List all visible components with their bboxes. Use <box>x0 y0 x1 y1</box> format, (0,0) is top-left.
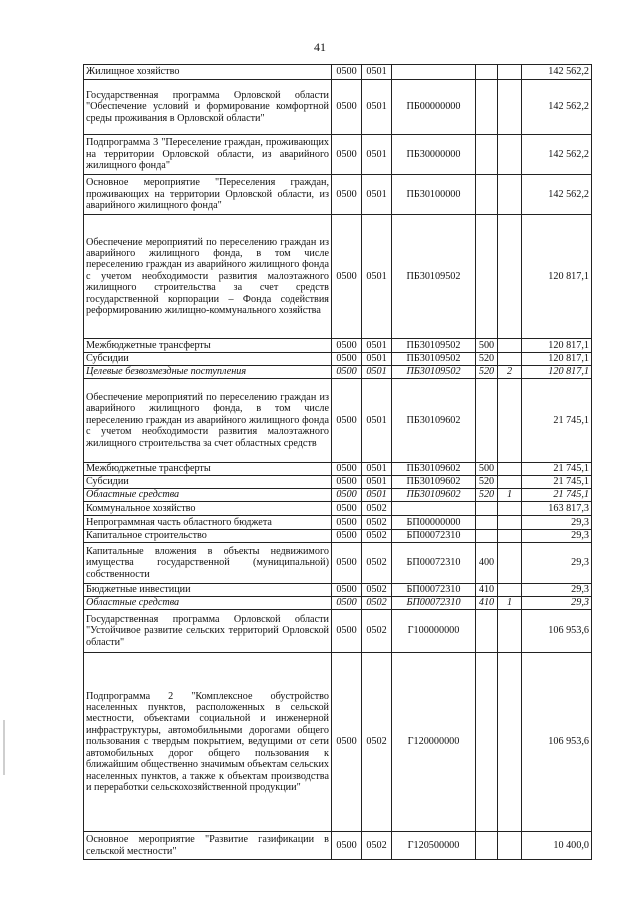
source-cell: 1 <box>498 597 522 610</box>
section-code-cell: 0500 <box>332 339 362 353</box>
table-row <box>84 80 592 135</box>
amount-cell: 10 400,0 <box>522 832 592 860</box>
table-row <box>84 543 592 584</box>
expense-type-cell: 410 <box>476 597 498 610</box>
target-article-cell: БП00072310 <box>392 543 476 584</box>
expense-type-cell: 400 <box>476 543 498 584</box>
source-cell <box>498 653 522 832</box>
amount-cell: 106 953,6 <box>522 653 592 832</box>
table-row <box>84 339 592 353</box>
target-article-cell: ПБ30109602 <box>392 489 476 502</box>
table-row <box>84 597 592 610</box>
target-article-cell: ПБ30109602 <box>392 463 476 476</box>
expense-type-cell: 520 <box>476 476 498 489</box>
source-cell <box>498 543 522 584</box>
table-row <box>84 65 592 80</box>
subsection-code-cell: 0501 <box>362 463 392 476</box>
row-name-cell: Областные средства <box>84 597 332 610</box>
expense-type-cell <box>476 832 498 860</box>
table-row <box>84 215 592 339</box>
target-article-cell: ПБ30109602 <box>392 476 476 489</box>
target-article-cell <box>392 502 476 516</box>
amount-cell: 120 817,1 <box>522 366 592 379</box>
row-name-cell: Государственная программа Орловской области "Обеспечение условий и формирование комфортной среды проживания в Орловской области" <box>84 80 332 135</box>
target-article-cell: ПБ30100000 <box>392 175 476 215</box>
section-code-cell: 0500 <box>332 366 362 379</box>
row-name-cell: Капитальные вложения в объекты недвижимого имущества государственной (муниципальной) собственности <box>84 543 332 584</box>
row-name-cell: Непрограммная часть областного бюджета <box>84 516 332 530</box>
amount-cell: 142 562,2 <box>522 80 592 135</box>
table-row <box>84 653 592 832</box>
row-name-cell: Подпрограмма 2 "Комплексное обустройство населенных пунктов, расположенных в сельской местности, объектами социальной и инженерной инфраструктуры, автомобильными дорогами общего пользования с твердым покрытием, ведущими от сети автомобильных дорог общего пользования к ближайшим общественно значимым объектам сельских населенных пунктов, а также к объектам производства и переработки сельскохозяйственной продукции" <box>84 653 332 832</box>
subsection-code-cell: 0501 <box>362 339 392 353</box>
table-row <box>84 516 592 530</box>
source-cell <box>498 135 522 175</box>
table-row <box>84 530 592 543</box>
source-cell <box>498 215 522 339</box>
table-row <box>84 353 592 366</box>
table-row <box>84 584 592 597</box>
section-code-cell: 0500 <box>332 80 362 135</box>
row-name-cell: Субсидии <box>84 476 332 489</box>
subsection-code-cell: 0502 <box>362 597 392 610</box>
source-cell <box>498 65 522 80</box>
section-code-cell: 0500 <box>332 175 362 215</box>
section-code-cell: 0500 <box>332 489 362 502</box>
source-cell <box>498 832 522 860</box>
table-row <box>84 489 592 502</box>
table-row <box>84 832 592 860</box>
source-cell <box>498 530 522 543</box>
section-code-cell: 0500 <box>332 516 362 530</box>
table-row <box>84 502 592 516</box>
expense-type-cell <box>476 175 498 215</box>
budget-table <box>83 64 592 860</box>
section-code-cell: 0500 <box>332 832 362 860</box>
amount-cell: 163 817,3 <box>522 502 592 516</box>
subsection-code-cell: 0501 <box>362 366 392 379</box>
row-name-cell: Подпрограмма 3 "Переселение граждан, проживающих на территории Орловской области, из аварийного жилищного фонда" <box>84 135 332 175</box>
table-row <box>84 379 592 463</box>
subsection-code-cell: 0502 <box>362 516 392 530</box>
source-cell <box>498 80 522 135</box>
section-code-cell: 0500 <box>332 584 362 597</box>
subsection-code-cell: 0502 <box>362 653 392 832</box>
target-article-cell: БП00072310 <box>392 530 476 543</box>
section-code-cell: 0500 <box>332 502 362 516</box>
subsection-code-cell: 0502 <box>362 530 392 543</box>
table-row <box>84 366 592 379</box>
row-name-cell: Субсидии <box>84 353 332 366</box>
amount-cell: 106 953,6 <box>522 610 592 653</box>
source-cell <box>498 353 522 366</box>
expense-type-cell <box>476 215 498 339</box>
expense-type-cell: 410 <box>476 584 498 597</box>
source-cell <box>498 516 522 530</box>
target-article-cell: БП00072310 <box>392 584 476 597</box>
expense-type-cell <box>476 653 498 832</box>
expense-type-cell: 520 <box>476 353 498 366</box>
source-cell <box>498 502 522 516</box>
row-name-cell: Коммунальное хозяйство <box>84 502 332 516</box>
amount-cell: 120 817,1 <box>522 353 592 366</box>
target-article-cell: ПБ30109502 <box>392 353 476 366</box>
subsection-code-cell: 0502 <box>362 543 392 584</box>
row-name-cell: Обеспечение мероприятий по переселению граждан из аварийного жилищного фонда, в том числе переселению граждан из аварийного жилищного фонда с учетом необходимости развития малоэтажного жилищного строительства за счет областных средств <box>84 379 332 463</box>
expense-type-cell <box>476 502 498 516</box>
budget-table-body <box>84 65 592 860</box>
source-cell <box>498 379 522 463</box>
subsection-code-cell: 0502 <box>362 610 392 653</box>
expense-type-cell <box>476 80 498 135</box>
expense-type-cell <box>476 516 498 530</box>
subsection-code-cell: 0501 <box>362 476 392 489</box>
section-code-cell: 0500 <box>332 379 362 463</box>
section-code-cell: 0500 <box>332 135 362 175</box>
subsection-code-cell: 0502 <box>362 584 392 597</box>
amount-cell: 21 745,1 <box>522 379 592 463</box>
row-name-cell: Обеспечение мероприятий по переселению граждан из аварийного жилищного фонда, в том числе переселению граждан из аварийного жилищного фонда с учетом необходимости развития малоэтажного жилищного строительства за счет средств государственной корпорации – Фонда содействия реформированию жилищно-коммунального хозяйства <box>84 215 332 339</box>
section-code-cell: 0500 <box>332 353 362 366</box>
section-code-cell: 0500 <box>332 463 362 476</box>
target-article-cell: Г120000000 <box>392 653 476 832</box>
section-code-cell: 0500 <box>332 530 362 543</box>
target-article-cell: БП00000000 <box>392 516 476 530</box>
subsection-code-cell: 0502 <box>362 502 392 516</box>
expense-type-cell: 520 <box>476 489 498 502</box>
row-name-cell: Бюджетные инвестиции <box>84 584 332 597</box>
amount-cell: 29,3 <box>522 530 592 543</box>
page-number: 41 <box>314 40 326 54</box>
subsection-code-cell: 0501 <box>362 175 392 215</box>
source-cell <box>498 175 522 215</box>
expense-type-cell <box>476 135 498 175</box>
table-row <box>84 175 592 215</box>
scan-edge-mark <box>3 720 5 775</box>
amount-cell: 29,3 <box>522 543 592 584</box>
row-name-cell: Капитальное строительство <box>84 530 332 543</box>
section-code-cell: 0500 <box>332 610 362 653</box>
amount-cell: 29,3 <box>522 516 592 530</box>
source-cell <box>498 610 522 653</box>
table-row <box>84 610 592 653</box>
row-name-cell: Основное мероприятие "Развитие газификации в сельской местности" <box>84 832 332 860</box>
table-row <box>84 135 592 175</box>
amount-cell: 120 817,1 <box>522 339 592 353</box>
source-cell <box>498 476 522 489</box>
amount-cell: 21 745,1 <box>522 476 592 489</box>
subsection-code-cell: 0501 <box>362 80 392 135</box>
amount-cell: 29,3 <box>522 584 592 597</box>
source-cell <box>498 339 522 353</box>
source-cell: 1 <box>498 489 522 502</box>
target-article-cell: ПБ30109602 <box>392 379 476 463</box>
amount-cell: 21 745,1 <box>522 463 592 476</box>
expense-type-cell: 500 <box>476 339 498 353</box>
subsection-code-cell: 0501 <box>362 379 392 463</box>
expense-type-cell <box>476 530 498 543</box>
source-cell: 2 <box>498 366 522 379</box>
row-name-cell: Межбюджетные трансферты <box>84 463 332 476</box>
amount-cell: 142 562,2 <box>522 65 592 80</box>
row-name-cell: Целевые безвозмездные поступления <box>84 366 332 379</box>
subsection-code-cell: 0501 <box>362 65 392 80</box>
target-article-cell: Г100000000 <box>392 610 476 653</box>
subsection-code-cell: 0502 <box>362 832 392 860</box>
table-row <box>84 476 592 489</box>
target-article-cell: Г120500000 <box>392 832 476 860</box>
target-article-cell: ПБ30109502 <box>392 339 476 353</box>
target-article-cell: ПБ30109502 <box>392 366 476 379</box>
section-code-cell: 0500 <box>332 476 362 489</box>
row-name-cell: Областные средства <box>84 489 332 502</box>
row-name-cell: Государственная программа Орловской области "Устойчивое развитие сельских территорий Орловской области" <box>84 610 332 653</box>
target-article-cell: БП00072310 <box>392 597 476 610</box>
target-article-cell: ПБ30109502 <box>392 215 476 339</box>
subsection-code-cell: 0501 <box>362 215 392 339</box>
amount-cell: 21 745,1 <box>522 489 592 502</box>
amount-cell: 120 817,1 <box>522 215 592 339</box>
expense-type-cell <box>476 65 498 80</box>
expense-type-cell: 520 <box>476 366 498 379</box>
section-code-cell: 0500 <box>332 215 362 339</box>
expense-type-cell <box>476 379 498 463</box>
expense-type-cell: 500 <box>476 463 498 476</box>
target-article-cell: ПБ00000000 <box>392 80 476 135</box>
expense-type-cell <box>476 610 498 653</box>
amount-cell: 142 562,2 <box>522 175 592 215</box>
section-code-cell: 0500 <box>332 65 362 80</box>
amount-cell: 29,3 <box>522 597 592 610</box>
row-name-cell: Жилищное хозяйство <box>84 65 332 80</box>
section-code-cell: 0500 <box>332 653 362 832</box>
section-code-cell: 0500 <box>332 543 362 584</box>
target-article-cell: ПБ30000000 <box>392 135 476 175</box>
subsection-code-cell: 0501 <box>362 353 392 366</box>
amount-cell: 142 562,2 <box>522 135 592 175</box>
subsection-code-cell: 0501 <box>362 135 392 175</box>
source-cell <box>498 584 522 597</box>
source-cell <box>498 463 522 476</box>
row-name-cell: Основное мероприятие "Переселения граждан, проживающих на территории Орловской области, из аварийного жилищного фонда" <box>84 175 332 215</box>
row-name-cell: Межбюджетные трансферты <box>84 339 332 353</box>
subsection-code-cell: 0501 <box>362 489 392 502</box>
target-article-cell <box>392 65 476 80</box>
section-code-cell: 0500 <box>332 597 362 610</box>
table-row <box>84 463 592 476</box>
